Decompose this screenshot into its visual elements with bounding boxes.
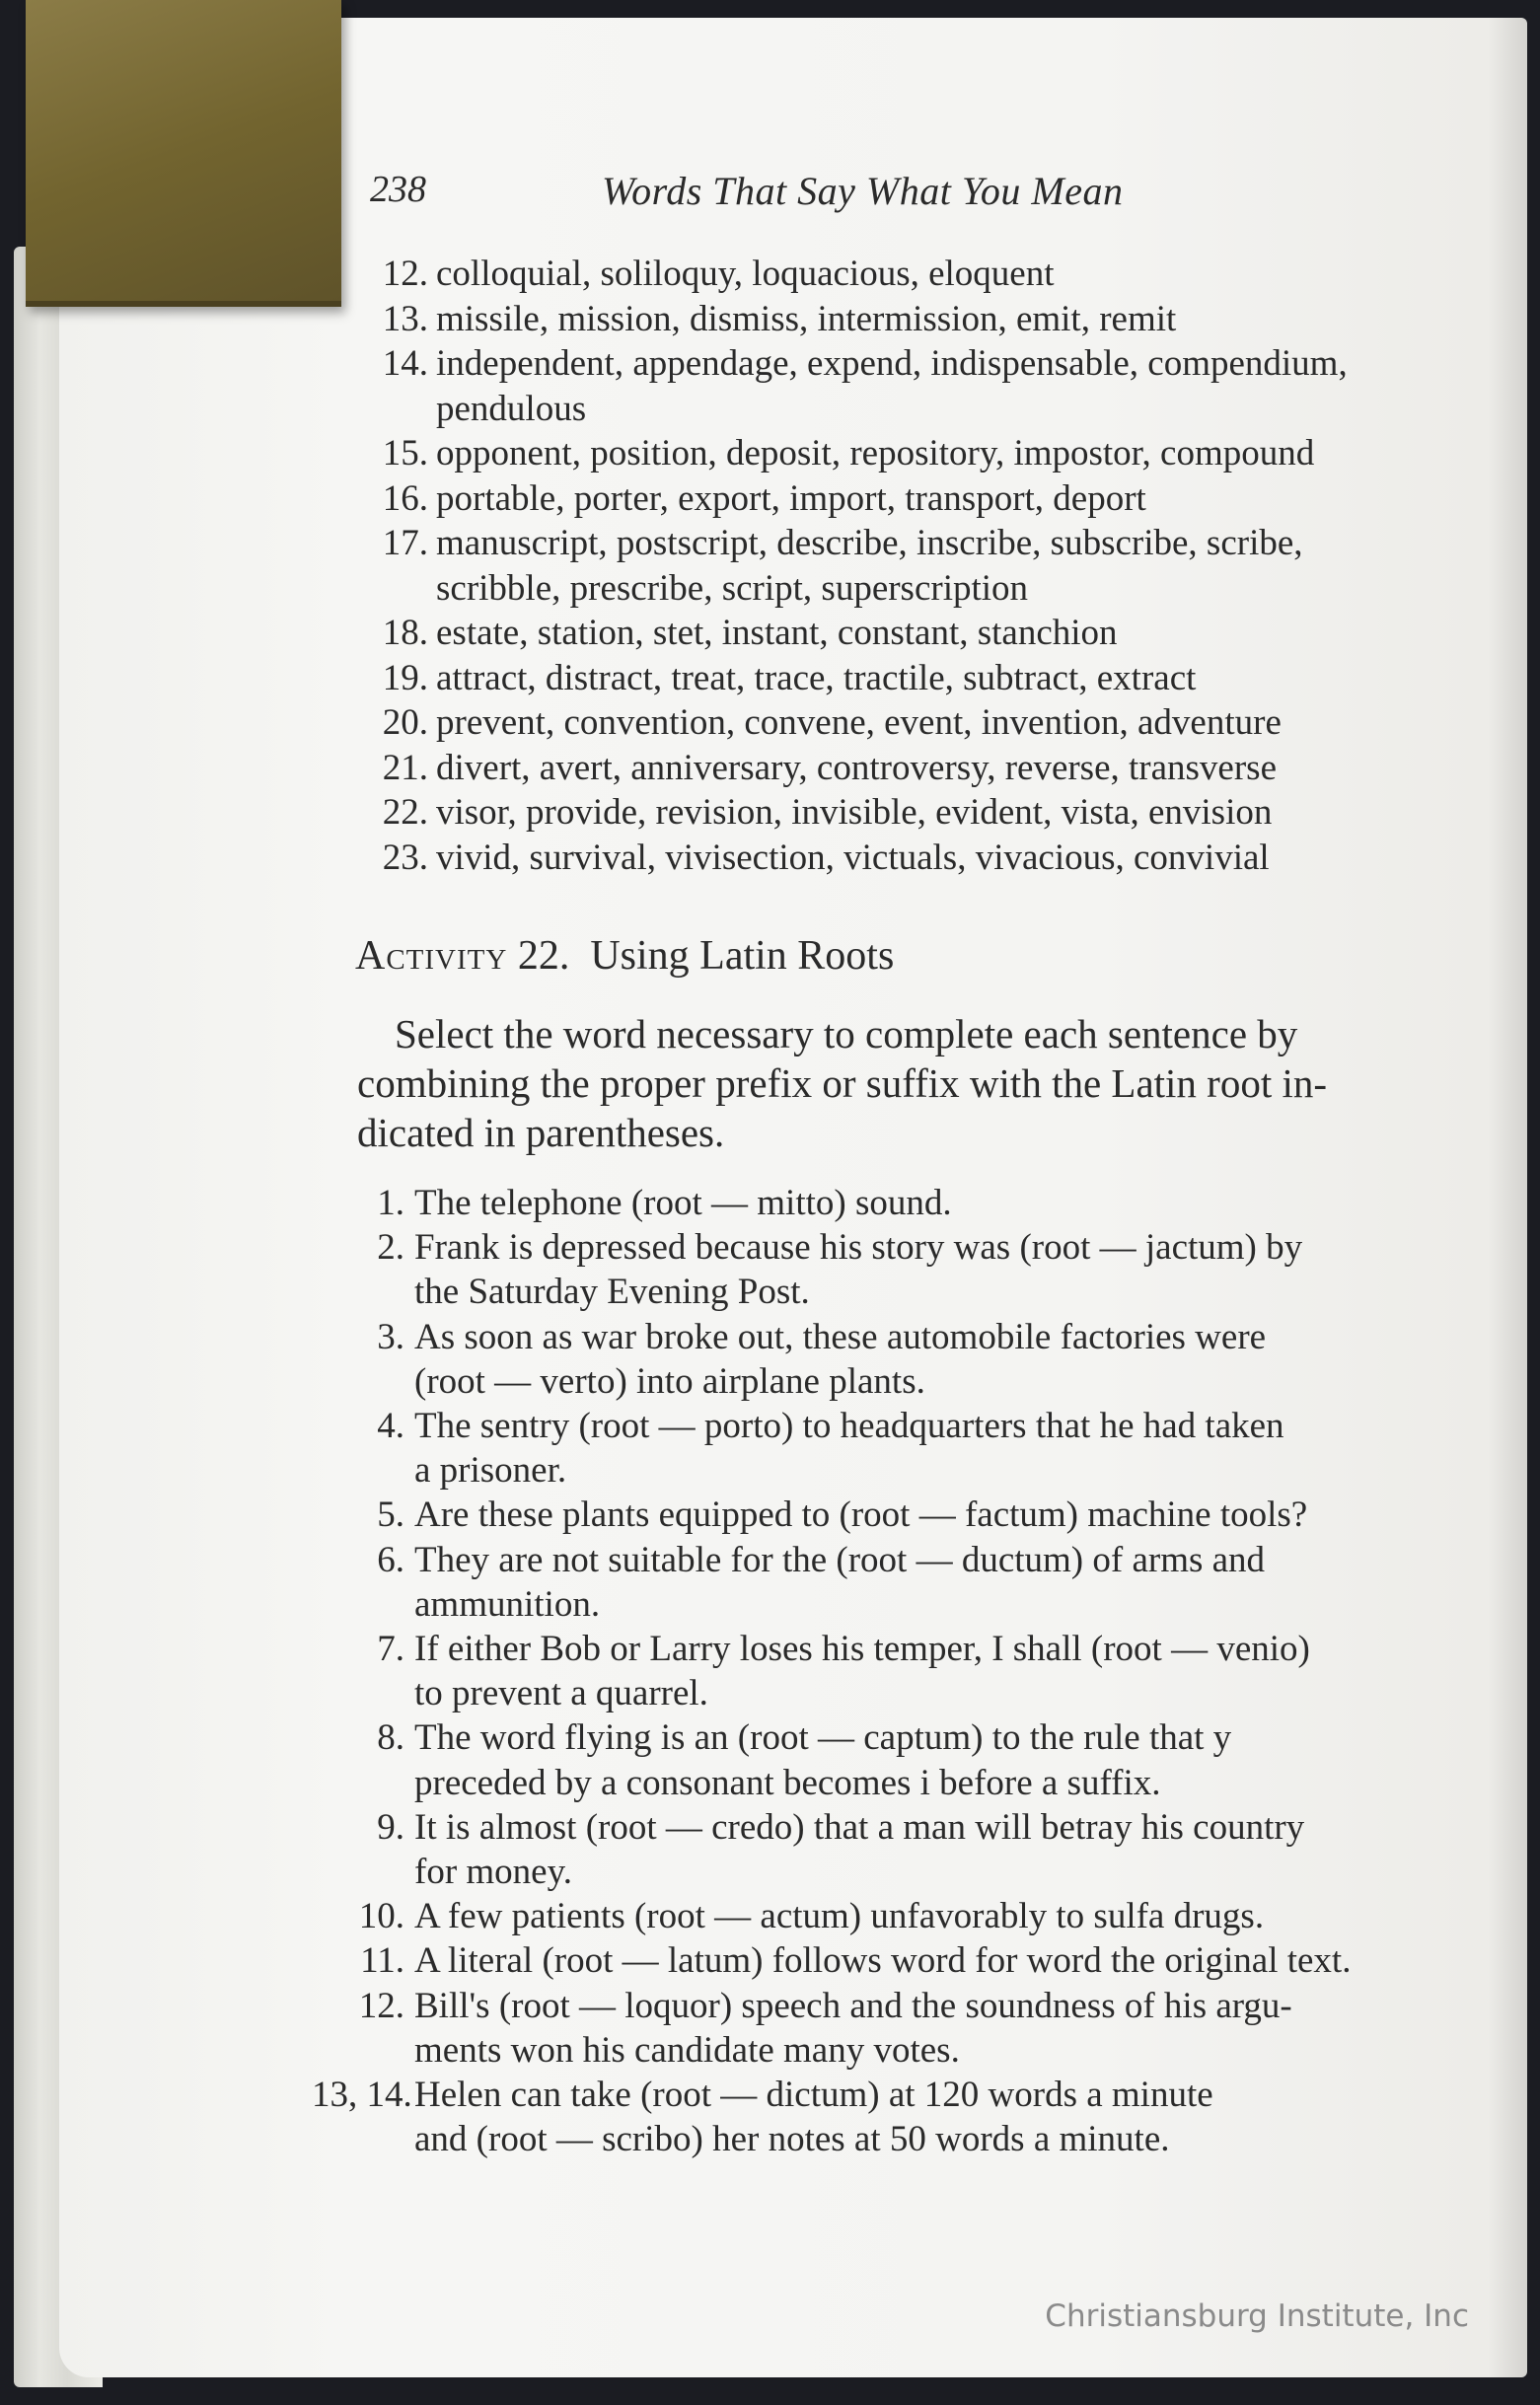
item-text-continued: preceded by a consonant becomes i before a suffix.	[414, 1762, 1161, 1803]
watermark: Christiansburg Institute, Inc	[1045, 2298, 1469, 2334]
activity-heading	[355, 932, 894, 980]
list-item	[371, 341, 1505, 431]
item-text-continued: for money.	[414, 1852, 572, 1893]
item-text: As soon as war broke out, these automobile factories were	[414, 1316, 1267, 1357]
item-text-continued: pendulous	[436, 388, 587, 429]
item-text-continued: (root — verto) into airplane plants.	[414, 1360, 925, 1402]
list-item	[347, 1404, 1511, 1493]
item-text: vivid, survival, vivisection, victuals, vivacious, convivial	[436, 837, 1270, 878]
item-number: 15.	[382, 433, 428, 474]
instructions-line: combining the proper prefix or suffix with the Latin root in-	[357, 1060, 1328, 1106]
list-item	[347, 1538, 1511, 1627]
list-item	[347, 1938, 1511, 1983]
running-title: Words That Say What You Mean	[602, 169, 1124, 213]
book-cover-corner	[26, 0, 341, 307]
list-item	[371, 431, 1505, 476]
list-item	[347, 1493, 1511, 1537]
list-item	[347, 1894, 1511, 1938]
item-text: The sentry (root — porto) to headquarters that he had taken	[414, 1406, 1284, 1447]
item-number: 13, 14.	[312, 2075, 412, 2116]
item-text: Are these plants equipped to (root — factum) machine tools?	[414, 1494, 1308, 1536]
item-number: 17.	[382, 523, 428, 563]
item-text: Frank is depressed because his story was (root — jactum) by	[414, 1227, 1303, 1269]
list-item	[347, 1715, 1511, 1804]
item-text: visor, provide, revision, invisible, evident, vista, envision	[436, 792, 1273, 833]
item-number: 10.	[358, 1896, 404, 1937]
item-text-continued: scribble, prescribe, script, superscription	[436, 567, 1029, 609]
list-item	[371, 252, 1505, 297]
item-text: attract, distract, treat, trace, tractile, subtract, extract	[436, 657, 1197, 698]
instructions-line: dicated in parentheses.	[357, 1110, 725, 1155]
list-item	[371, 836, 1505, 881]
word-list	[371, 252, 1505, 880]
instructions-line: Select the word necessary to complete each sentence by	[395, 1011, 1298, 1057]
item-text: Helen can take (root — dictum) at 120 words a minute	[414, 2075, 1213, 2116]
item-number: 12.	[358, 1985, 404, 2026]
item-number: 2.	[377, 1227, 404, 1269]
item-text: divert, avert, anniversary, controversy, reverse, transverse	[436, 747, 1277, 788]
list-item	[347, 1984, 1511, 2073]
item-text: If either Bob or Larry loses his temper, I shall (root — venio)	[414, 1629, 1310, 1670]
item-text: missile, mission, dismiss, intermission, emit, remit	[436, 298, 1177, 339]
item-number: 21.	[382, 747, 428, 788]
list-item	[371, 476, 1505, 522]
item-number: 12.	[382, 254, 428, 294]
item-text: The word flying is an (root — captum) to the rule that y	[414, 1717, 1232, 1759]
item-text-continued: ammunition.	[414, 1583, 601, 1625]
item-text: They are not suitable for the (root — ductum) of arms and	[414, 1539, 1266, 1580]
sentence-list	[312, 1181, 1511, 2161]
page-header	[370, 168, 1357, 227]
item-number: 7.	[377, 1629, 404, 1670]
activity-title: Using Latin Roots	[590, 933, 895, 979]
item-text: colloquial, soliloquy, loquacious, eloquent	[436, 254, 1055, 294]
item-number: 20.	[382, 702, 428, 743]
activity-number: 22.	[517, 933, 570, 979]
item-text: A few patients (root — actum) unfavorably to sulfa drugs.	[414, 1896, 1265, 1937]
item-number: 6.	[377, 1539, 404, 1580]
list-item	[312, 2073, 1511, 2161]
item-text-continued: ments won his candidate many votes.	[414, 2029, 960, 2071]
list-item	[347, 1805, 1511, 1894]
activity-label: Activity	[355, 933, 508, 979]
item-text: It is almost (root — credo) that a man will betray his country	[414, 1806, 1305, 1848]
item-number: 8.	[377, 1717, 404, 1759]
list-item	[347, 1315, 1511, 1404]
item-number: 16.	[382, 477, 428, 519]
list-item	[371, 700, 1505, 746]
item-number: 14.	[382, 343, 428, 384]
item-text: opponent, position, deposit, repository, impostor, compound	[436, 433, 1315, 474]
item-text: prevent, convention, convene, event, invention, adventure	[436, 702, 1282, 743]
item-text-continued: to prevent a quarrel.	[414, 1673, 708, 1714]
item-number: 22.	[382, 792, 428, 833]
item-number: 18.	[382, 613, 428, 653]
page-number: 238	[370, 169, 426, 210]
item-text-continued: and (root — scribo) her notes at 50 words a minute.	[414, 2119, 1170, 2160]
activity-instructions	[357, 1009, 1502, 1157]
item-text: Bill's (root — loquor) speech and the soundness of his argu-	[414, 1985, 1292, 2026]
item-number: 19.	[382, 657, 428, 698]
list-item	[347, 1627, 1511, 1715]
list-item	[371, 521, 1505, 611]
list-item	[371, 746, 1505, 791]
item-text: manuscript, postscript, describe, inscribe, subscribe, scribe,	[436, 523, 1303, 563]
list-item	[371, 297, 1505, 342]
list-item	[347, 1181, 1511, 1225]
item-text: estate, station, stet, instant, constant, stanchion	[436, 613, 1118, 653]
item-number: 4.	[377, 1406, 404, 1447]
item-number: 11.	[360, 1940, 404, 1982]
item-text: independent, appendage, expend, indispensable, compendium,	[436, 343, 1348, 384]
list-item	[371, 656, 1505, 701]
item-text-continued: the Saturday Evening Post.	[414, 1272, 810, 1313]
item-number: 23.	[382, 837, 428, 878]
list-item	[371, 611, 1505, 656]
item-number: 13.	[382, 298, 428, 339]
list-item	[347, 1225, 1511, 1314]
item-text: A literal (root — latum) follows word for word the original text.	[414, 1940, 1352, 1982]
item-text: portable, porter, export, import, transport, deport	[436, 477, 1146, 519]
item-number: 5.	[377, 1494, 404, 1536]
item-text-continued: a prisoner.	[414, 1450, 567, 1492]
item-number: 3.	[377, 1316, 404, 1357]
list-item	[371, 790, 1505, 836]
item-number: 9.	[377, 1806, 404, 1848]
item-number: 1.	[377, 1183, 404, 1223]
item-text: The telephone (root — mitto) sound.	[414, 1183, 952, 1223]
